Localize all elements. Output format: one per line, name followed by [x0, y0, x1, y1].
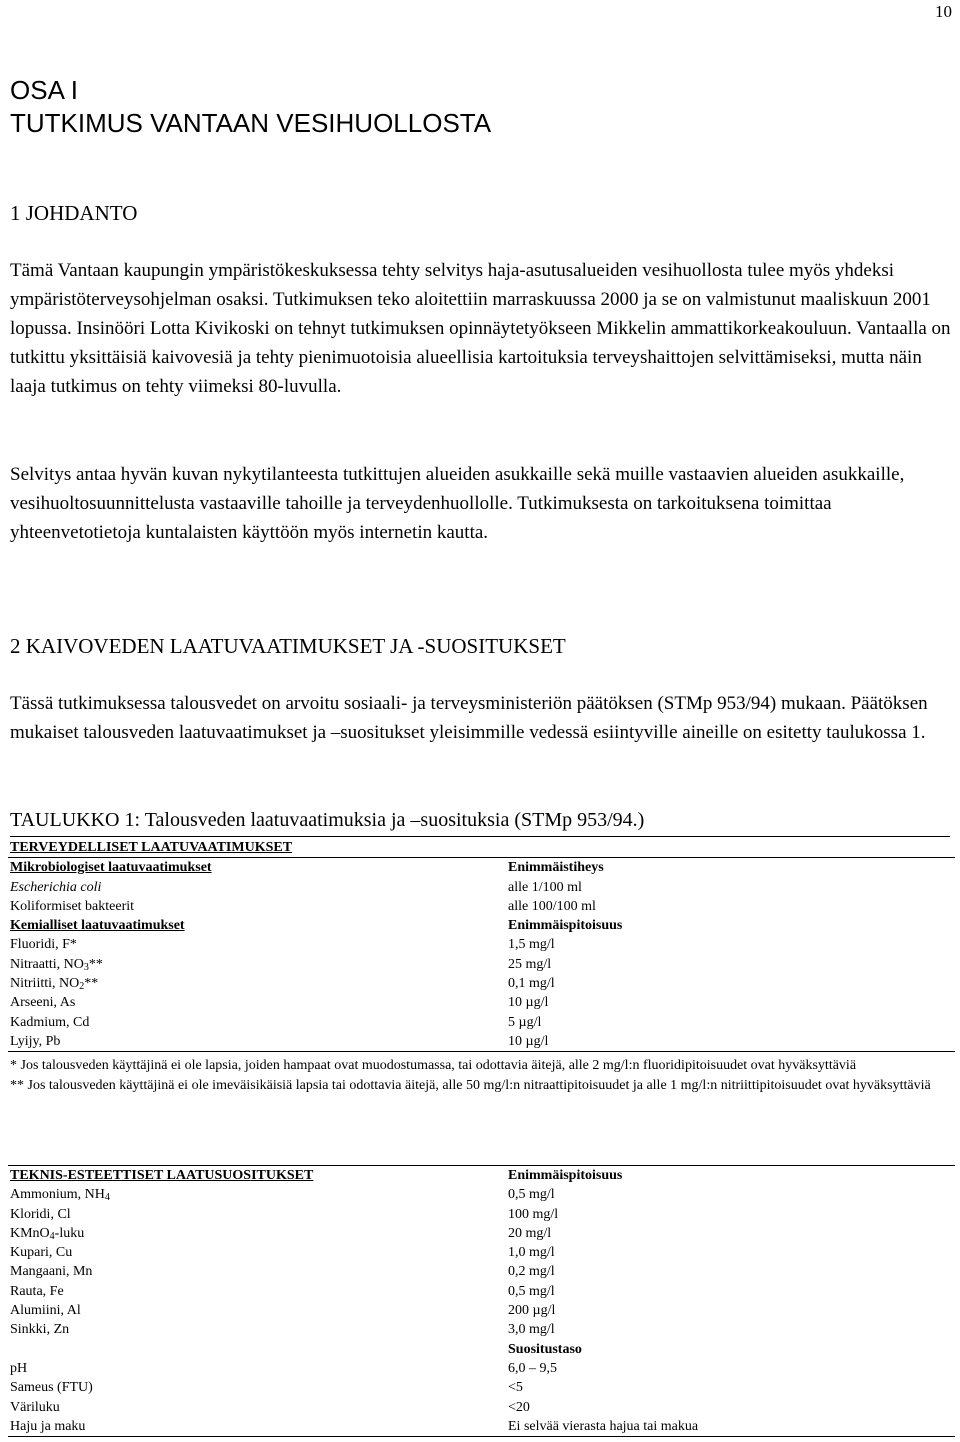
table-footnotes	[10, 1056, 955, 1095]
rec-value-header: Suositustaso	[508, 1341, 582, 1357]
table-row	[8, 1320, 955, 1339]
table-row	[8, 1282, 955, 1301]
chem-value: 1,5 mg/l	[508, 937, 555, 953]
table-row	[8, 993, 955, 1012]
micro-name: Escherichia coli	[10, 879, 102, 895]
rec-name: Väriluku	[10, 1399, 60, 1415]
table-row	[8, 974, 955, 993]
table-row	[8, 916, 955, 935]
table-row	[8, 1224, 955, 1243]
section1-paragraph1: Tämä Vantaan kaupungin ympäristökeskuksessa tehty selvitys haja-asutusalueiden vesihuollosta tulee myös yhdeksi ympäristöterveysohjelman osaksi. Tutkimuksen teko aloitettiin marraskuussa 2000 ja se on valmistunut maaliskuun 2001 lopussa. Insinööri Lotta Kivikoski on tehnyt tutkimuksen opinnäytetyökseen Mikkelin ammattikorkeakouluun. Vantaalla on tutkittu yksittäisiä kaivovesiä ja tehty pienimuotoisia alueellisia kartoituksia terveyshaittojen selvittämiseksi, mutta näin laaja tutkimus on tehty viimeksi 80-luvulla.	[10, 260, 951, 397]
micro-value: alle 100/100 ml	[508, 898, 596, 914]
tech-section-title: TEKNIS-ESTEETTISET LAATUSUOSITUKSET	[8, 1166, 506, 1186]
tech-name: Sinkki, Zn	[10, 1322, 70, 1338]
table-row	[8, 1262, 955, 1281]
table-row	[8, 1301, 955, 1320]
micro-name: Koliformiset bakteerit	[10, 898, 135, 914]
table-row	[8, 838, 955, 858]
rec-value: <5	[508, 1380, 523, 1396]
micro-value: alle 1/100 ml	[508, 879, 582, 895]
chem-value-header: Enimmäispitoisuus	[508, 918, 623, 934]
part-title-line2: TUTKIMUS VANTAAN VESIHUOLLOSTA	[10, 108, 492, 138]
table-row	[8, 878, 955, 897]
tech-value: 200 µg/l	[508, 1303, 556, 1319]
chem-value: 10 µg/l	[506, 1032, 955, 1052]
chem-value: 25 mg/l	[508, 956, 552, 972]
chem-name: Nitraatti, $NO_3**$	[10, 956, 103, 973]
chem-name: Nitriitti, $NO_2**$	[10, 976, 99, 993]
tech-name: Ammonium, $NH_4$	[10, 1187, 110, 1204]
table-row	[8, 1340, 955, 1359]
table-row	[8, 858, 955, 878]
footnote-nitrate: ** Jos talousveden käyttäjinä ei ole imeväisikäisiä lapsia tai odottavia äitejä, alle 50 mg/l:n nitraattipitoisuudet ja alle 1 mg/l:n nitriittipitoisuudet ovat hyväksyttäviä	[10, 1077, 931, 1093]
chem-value: 10 µg/l	[508, 995, 549, 1011]
section2-paragraph: Tässä tutkimuksessa talousvedet on arvoitu sosiaali- ja terveysministeriön päätöksen (STMp 953/94) mukaan. Päätöksen mukaiset talousveden laatuvaatimukset ja –suositukset yleisimmille vedessä esiintyville aineille on esitetty taulukossa 1.	[10, 693, 928, 743]
rec-value: 6,0 – 9,5	[508, 1360, 557, 1376]
table-row	[8, 1032, 955, 1052]
section1-paragraph2: Selvitys antaa hyvän kuvan nykytilanteesta tutkittujen alueiden asukkaille sekä muille vastaavien alueiden asukkaille, vesihuoltosuunnittelusta vastaaville tahoille ja terveydenhuollolle. Tutkimuksesta on tarkoituksena toimittaa yhteenvetotietoja kuntalaisten käyttöön myös internetin kautta.	[10, 464, 905, 543]
table-row	[8, 1205, 955, 1224]
chem-name: Lyijy, Pb	[8, 1032, 506, 1052]
tech-name: Alumiini, Al	[10, 1303, 81, 1319]
health-section-title: TERVEYDELLISET LAATUVAATIMUKSET	[10, 840, 293, 855]
rec-name: Haju ja maku	[8, 1417, 506, 1437]
table-row	[8, 1398, 955, 1417]
table-row	[8, 1359, 955, 1378]
chem-header: Kemialliset laatuvaatimukset	[10, 918, 185, 934]
tech-name: Kloridi, Cl	[10, 1206, 71, 1222]
tech-value: 0,5 mg/l	[508, 1283, 555, 1299]
table-caption: TAULUKKO 1: Talousveden laatuvaatimuksia ja –suosituksia (STMp 953/94.)	[10, 806, 950, 837]
part-title-line1: OSA I	[10, 75, 78, 105]
table-row	[8, 1166, 955, 1186]
rec-value: <20	[508, 1399, 530, 1415]
technical-recommendations-table	[8, 1165, 955, 1437]
section2-heading: 2 KAIVOVEDEN LAATUVAATIMUKSET JA -SUOSITUKSET	[10, 634, 566, 658]
chem-value: 5 µg/l	[508, 1014, 542, 1030]
rec-name: pH	[10, 1360, 28, 1376]
tech-value: 20 mg/l	[508, 1225, 552, 1241]
table-row	[8, 935, 955, 954]
tech-name: KMnO$_4$-luku	[10, 1225, 85, 1242]
health-requirements-table	[8, 838, 955, 1052]
tech-name: Kupari, Cu	[10, 1245, 73, 1261]
table-row	[8, 1417, 955, 1437]
table-row	[8, 1185, 955, 1204]
section1-heading: 1 JOHDANTO	[10, 201, 138, 225]
table-row	[8, 1378, 955, 1397]
chem-name: Arseeni, As	[10, 995, 76, 1011]
tech-value: 1,0 mg/l	[508, 1245, 555, 1261]
tech-name: Mangaani, Mn	[10, 1264, 93, 1280]
micro-value-header: Enimmäistiheys	[506, 858, 955, 878]
tech-value-header: Enimmäispitoisuus	[506, 1166, 955, 1186]
chem-name: Fluoridi, F*	[10, 937, 77, 953]
table-row	[8, 1013, 955, 1032]
tech-value: 0,2 mg/l	[508, 1264, 555, 1280]
page-number: 10	[935, 2, 952, 21]
tech-value: 0,5 mg/l	[508, 1187, 555, 1203]
footnote-fluoride: * Jos talousveden käyttäjinä ei ole lapsia, joiden hampaat ovat muodostumassa, tai odottavia äitejä, alle 2 mg/l:n fluoridipitoisuudet ovat hyväksyttäviä	[10, 1058, 857, 1073]
micro-header: Mikrobiologiset laatuvaatimukset	[8, 858, 506, 878]
table-row	[8, 897, 955, 916]
tech-name: Rauta, Fe	[10, 1283, 64, 1299]
chem-value: 0,1 mg/l	[508, 976, 555, 992]
table-row	[8, 955, 955, 974]
table-row	[8, 1243, 955, 1262]
part-title	[10, 74, 491, 140]
rec-name: Sameus (FTU)	[10, 1380, 93, 1396]
rec-value: Ei selvää vierasta hajua tai makua	[506, 1417, 955, 1437]
tech-value: 3,0 mg/l	[508, 1322, 555, 1338]
chem-name: Kadmium, Cd	[10, 1014, 90, 1030]
tech-value: 100 mg/l	[508, 1206, 559, 1222]
